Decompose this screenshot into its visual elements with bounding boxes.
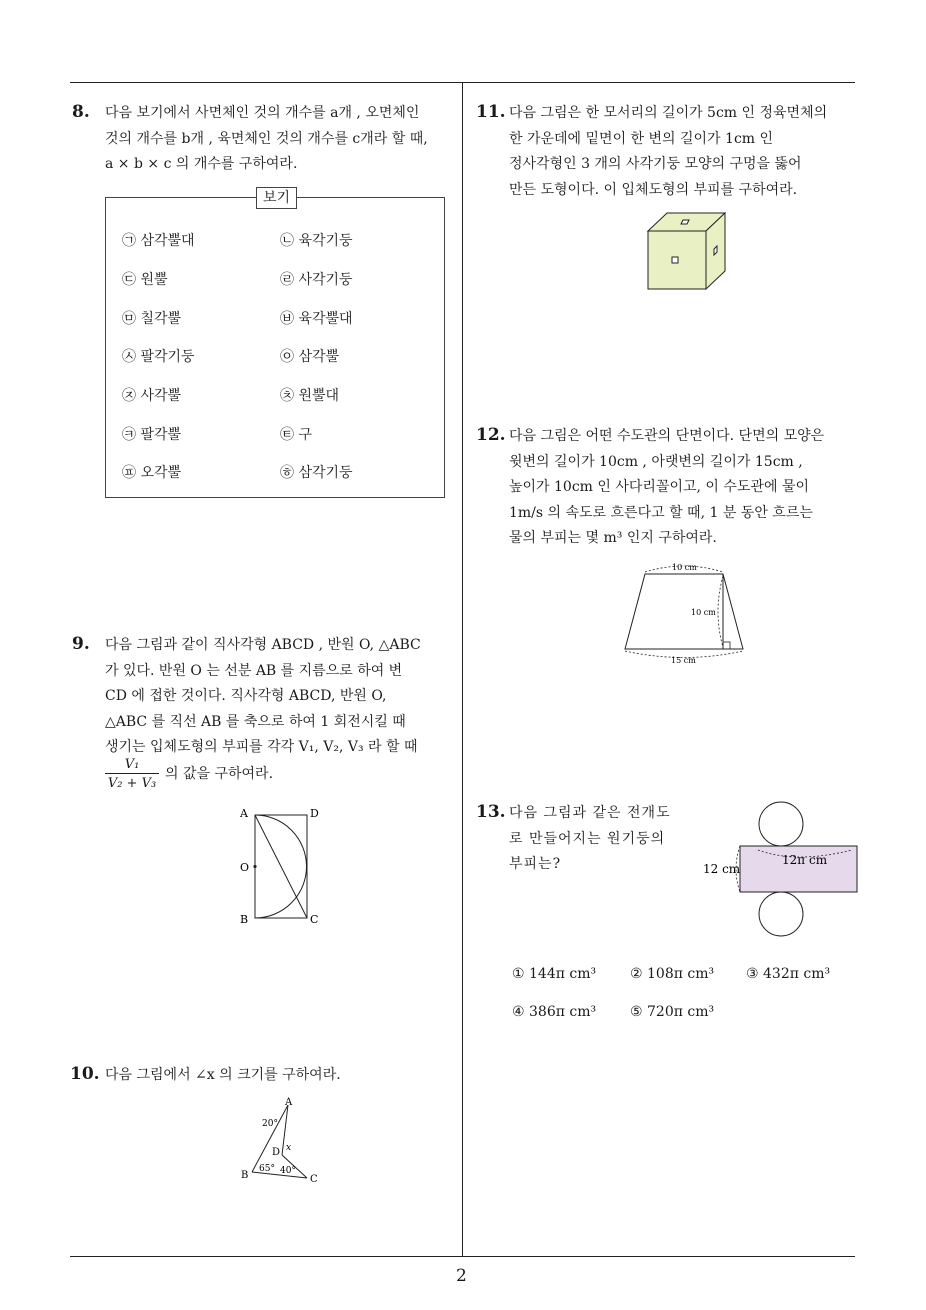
example-item: ㉥ 육각뿔대	[280, 311, 353, 327]
q10-text: 다음 그림에서 ∠x 의 크기를 구하여라.	[105, 1067, 341, 1083]
q9-line: CD 에 접한 것이다. 직사각형 ABCD, 반원 O,	[105, 688, 387, 704]
q9-fraction-bar	[105, 773, 159, 774]
q8-line: 다음 보기에서 사면체인 것의 개수를 a개 , 오면체인	[105, 105, 420, 121]
q12-text	[509, 424, 859, 552]
label-O: O	[240, 861, 250, 874]
label-C: C	[310, 913, 319, 926]
example-item: ㉡ 육각기둥	[280, 233, 353, 249]
example-box-title: 보기	[256, 187, 297, 209]
q11-text	[509, 101, 859, 203]
q8-line: 것의 개수를 b개 , 육면체인 것의 개수를 c개라 할 때,	[105, 130, 428, 147]
label-height: 10 cm	[691, 608, 716, 617]
q13-line: 부피는?	[509, 856, 562, 872]
q9-figure	[230, 800, 340, 930]
q12-line: 물의 부피는 몇 m³ 인지 구하여라.	[509, 530, 717, 546]
example-item: ㉣ 사각기둥	[280, 272, 353, 288]
q12-trapezoid-figure	[615, 558, 765, 668]
choice-2[interactable]: ② 108π cm³	[630, 966, 715, 982]
label-B: B	[240, 913, 249, 926]
example-item: ㉦ 팔각기둥	[122, 349, 195, 365]
q8-number: 8.	[72, 102, 90, 122]
q13-line: 로 만들어지는 원기둥의	[509, 830, 666, 847]
angle-40: 40°	[280, 1166, 296, 1176]
q11-line: 만든 도형이다. 이 입체도형의 부피를 구하여라.	[509, 181, 798, 198]
choice-5[interactable]: ⑤ 720π cm³	[630, 1004, 715, 1020]
q9-line: 생기는 입체도형의 부피를 각각 V₁, V₂, V₃ 라 할 때	[105, 739, 418, 755]
q11-line: 정사각형인 3 개의 사각기둥 모양의 구멍을 뚫어	[509, 156, 802, 172]
q9-fraction-tail: 의 값을 구하여라.	[165, 766, 274, 782]
angle-65: 65°	[259, 1164, 275, 1174]
q13-text	[509, 801, 699, 878]
q9-line: 가 있다. 반원 O 는 선분 AB 를 지름으로 하여 변	[105, 662, 403, 679]
q11-line: 다음 그림은 한 모서리의 길이가 5cm 인 정육면체의	[509, 105, 828, 121]
label-D: D	[310, 807, 319, 820]
page-number: 2	[456, 1266, 467, 1286]
label-A: A	[285, 1097, 293, 1108]
example-item: ㉫ 구	[280, 427, 312, 443]
label-A: A	[240, 807, 248, 820]
example-item: ㉪ 팔각뿔	[122, 427, 182, 443]
example-item: ㉬ 오각뿔	[122, 465, 182, 481]
q12-line: 높이가 10cm 인 사다리꼴이고, 이 수도관에 물이	[509, 479, 809, 495]
example-item: ㉠ 삼각뿔대	[122, 233, 195, 249]
q9-fraction-numerator: V₁	[124, 757, 140, 772]
q10-number: 10.	[70, 1064, 100, 1084]
q12-line: 1m/s 의 속도로 흐른다고 할 때, 1 분 동안 흐르는	[509, 504, 813, 521]
footer-rule	[70, 1256, 855, 1257]
angle-20: 20°	[262, 1119, 278, 1129]
q12-line: 다음 그림은 어떤 수도관의 단면이다. 단면의 모양은	[509, 428, 825, 444]
label-top: 10 cm	[672, 563, 697, 572]
example-item: ㉨ 사각뿔	[122, 388, 182, 404]
example-item: ㉭ 삼각기둥	[280, 465, 353, 481]
q9-line: 다음 그림과 같이 직사각형 ABCD , 반원 O, △ABC	[105, 637, 421, 653]
q13-number: 13.	[476, 802, 506, 822]
q11-cube-figure	[640, 205, 730, 295]
q9-fraction-denominator: V₂ + V₃	[107, 776, 157, 791]
label-bottom: 15 cm	[671, 656, 696, 665]
q11-line: 한 가운데에 밑면이 한 변의 길이가 1cm 인	[509, 130, 774, 147]
q8-text	[105, 101, 455, 178]
q8-line: a × b × c 의 개수를 구하여라.	[105, 156, 298, 172]
q9-text	[105, 633, 455, 761]
column-divider	[462, 82, 463, 1257]
q9-number: 9.	[72, 634, 90, 654]
label-D: D	[272, 1147, 281, 1158]
q13-line: 다음 그림과 같은 전개도	[509, 805, 671, 821]
label-C: C	[310, 1174, 318, 1185]
example-item: ㉢ 원뿔	[122, 272, 168, 288]
q12-number: 12.	[476, 425, 506, 445]
label-B: B	[241, 1170, 249, 1181]
q13-net-figure	[700, 800, 870, 940]
label-height: 12 cm	[703, 862, 741, 876]
choice-3[interactable]: ③ 432π cm³	[746, 966, 831, 982]
q12-line: 윗변의 길이가 10cm , 아랫변의 길이가 15cm ,	[509, 453, 803, 470]
label-width: 12π cm	[782, 853, 828, 867]
q9-line: △ABC 를 직선 AB 를 축으로 하여 1 회전시킬 때	[105, 713, 406, 730]
choice-4[interactable]: ④ 386π cm³	[512, 1004, 597, 1020]
q11-number: 11.	[476, 102, 506, 122]
choice-1[interactable]: ① 144π cm³	[512, 966, 597, 982]
label-x: x	[286, 1143, 292, 1153]
example-item: ㉤ 칠각뿔	[122, 311, 182, 327]
example-item: ㉧ 삼각뿔	[280, 349, 340, 365]
example-item: ㉩ 원뿔대	[280, 388, 340, 404]
q10-figure	[235, 1095, 325, 1185]
